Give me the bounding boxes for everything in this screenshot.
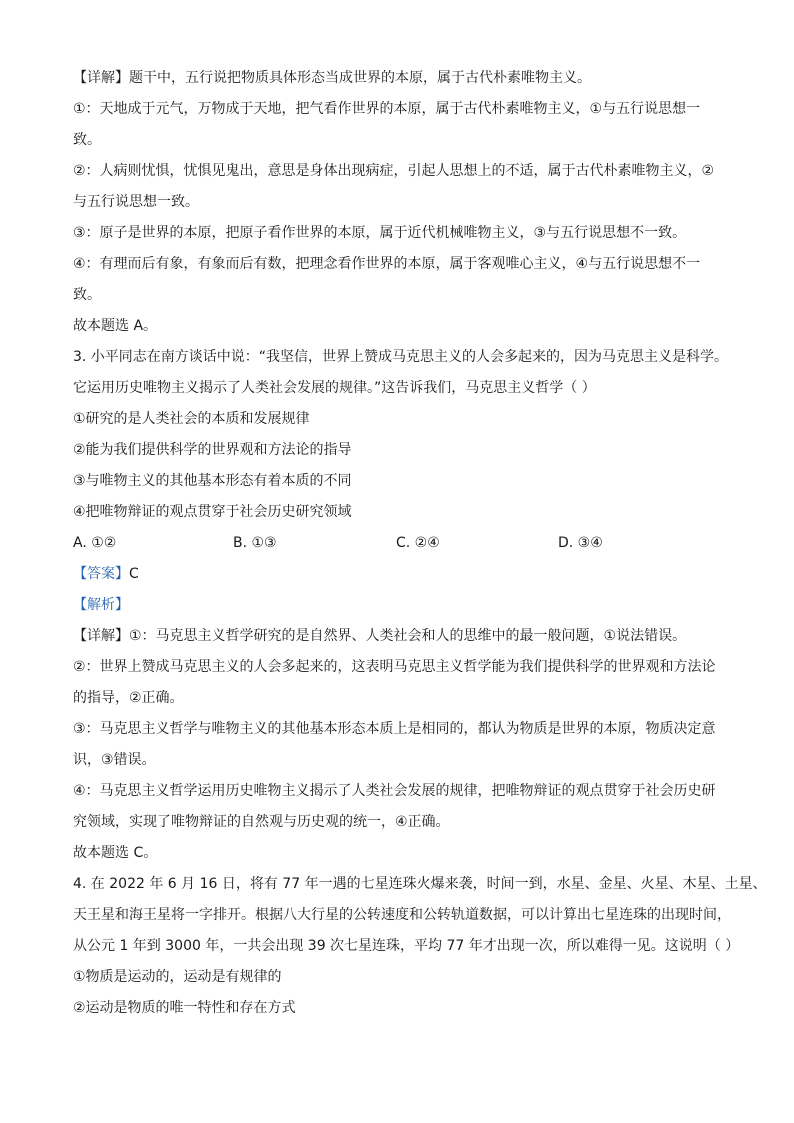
q2-explain-line-6: ④：有理而后有象，有象而后有数，把理念看作世界的本原，属于客观唯心主义，④与五行说思想不一 xyxy=(73,256,701,272)
q3-option-c: C. ②④ xyxy=(396,535,440,551)
q3-detail-line-1 xyxy=(73,626,686,646)
q2-conclusion: 故本题选 A。 xyxy=(73,318,158,334)
q3-stem-line-1: 3. 小平同志在南方谈话中说：“我坚信，世界上赞成马克思主义的人会多起来的，因为马克思主义是科学。 xyxy=(73,349,729,365)
q4-stem-line-1: 4. 在 2022 年 6 月 16 日，将有 77 年一遇的七星连珠火爆来袭，时间一到，水星、金星、火星、木星、土星、 xyxy=(73,876,767,892)
answer-value: C xyxy=(129,566,139,582)
q3-statement-3: ③与唯物主义的其他基本形态有着本质的不同 xyxy=(73,473,352,489)
q3-stem-line-2: 它运用历史唯物主义揭示了人类社会发展的规律。”这告诉我们，马克思主义哲学（ ） xyxy=(73,380,596,396)
q3-detail-line-4: ③：马克思主义哲学与唯物主义的其他基本形态本质上是相同的，都认为物质是世界的本原，物质决定意 xyxy=(73,721,716,737)
q3-statement-1: ①研究的是人类社会的本质和发展规律 xyxy=(73,411,310,427)
q3-conclusion: 故本题选 C。 xyxy=(73,845,158,861)
q2-explain-line-3: ②：人病则忧惧，忧惧见鬼出，意思是身体出现病症，引起人思想上的不适，属于古代朴素唯物主义，② xyxy=(73,163,715,179)
detail-text: ①：马克思主义哲学研究的是自然界、人类社会和人的思维中的最一般问题，①说法错误。 xyxy=(129,628,687,644)
detail-tag: 【详解】 xyxy=(73,628,129,644)
q3-statement-4: ④把唯物辩证的观点贯穿于社会历史研究领域 xyxy=(73,504,352,520)
q3-answer xyxy=(73,564,139,584)
intro-text: 题干中，五行说把物质具体形态当成世界的本原，属于古代朴素唯物主义。 xyxy=(129,70,591,86)
q3-detail-line-3: 的指导，②正确。 xyxy=(73,690,184,706)
q2-explain-line-2: 致。 xyxy=(73,132,101,148)
q2-explain-line-4: 与五行说思想一致。 xyxy=(73,194,199,210)
q4-stem-line-2: 天王星和海王星将一字排开。根据八大行星的公转速度和公转轨道数据，可以计算出七星连珠的出现时间， xyxy=(73,907,731,923)
q3-analysis-tag: 【解析】 xyxy=(73,597,129,613)
q2-explain-line-1: ①：天地成于元气，万物成于天地，把气看作世界的本原，属于古代朴素唯物主义，①与五行说思想一 xyxy=(73,101,701,117)
q3-option-b: B. ①③ xyxy=(233,535,277,551)
q2-explain-intro xyxy=(73,68,591,88)
q3-detail-line-6: ④：马克思主义哲学运用历史唯物主义揭示了人类社会发展的规律，把唯物辩证的观点贯穿于社会历史研 xyxy=(73,783,716,799)
q4-statement-1: ①物质是运动的，运动是有规律的 xyxy=(73,969,282,985)
q3-detail-line-5: 识，③错误。 xyxy=(73,752,156,768)
detail-tag: 【详解】 xyxy=(73,70,129,86)
answer-tag: 【答案】 xyxy=(73,566,129,582)
q2-explain-line-5: ③：原子是世界的本原，把原子看作世界的本原，属于近代机械唯物主义，③与五行说思想不一致。 xyxy=(73,225,687,241)
q4-statement-2: ②运动是物质的唯一特性和存在方式 xyxy=(73,1000,296,1016)
q3-statement-2: ②能为我们提供科学的世界观和方法论的指导 xyxy=(73,442,352,458)
q3-option-a: A. ①② xyxy=(73,535,117,551)
q3-option-d: D. ③④ xyxy=(558,535,603,551)
q4-stem-line-3: 从公元 1 年到 3000 年，一共会出现 39 次七星连珠，平均 77 年才出现一次，所以难得一见。这说明（ ） xyxy=(73,938,740,954)
q3-detail-line-7: 究领域，实现了唯物辩证的自然观与历史观的统一，④正确。 xyxy=(73,814,450,830)
q2-explain-line-7: 致。 xyxy=(73,287,101,303)
q3-detail-line-2: ②：世界上赞成马克思主义的人会多起来的，这表明马克思主义哲学能为我们提供科学的世界观和方法论 xyxy=(73,659,716,675)
